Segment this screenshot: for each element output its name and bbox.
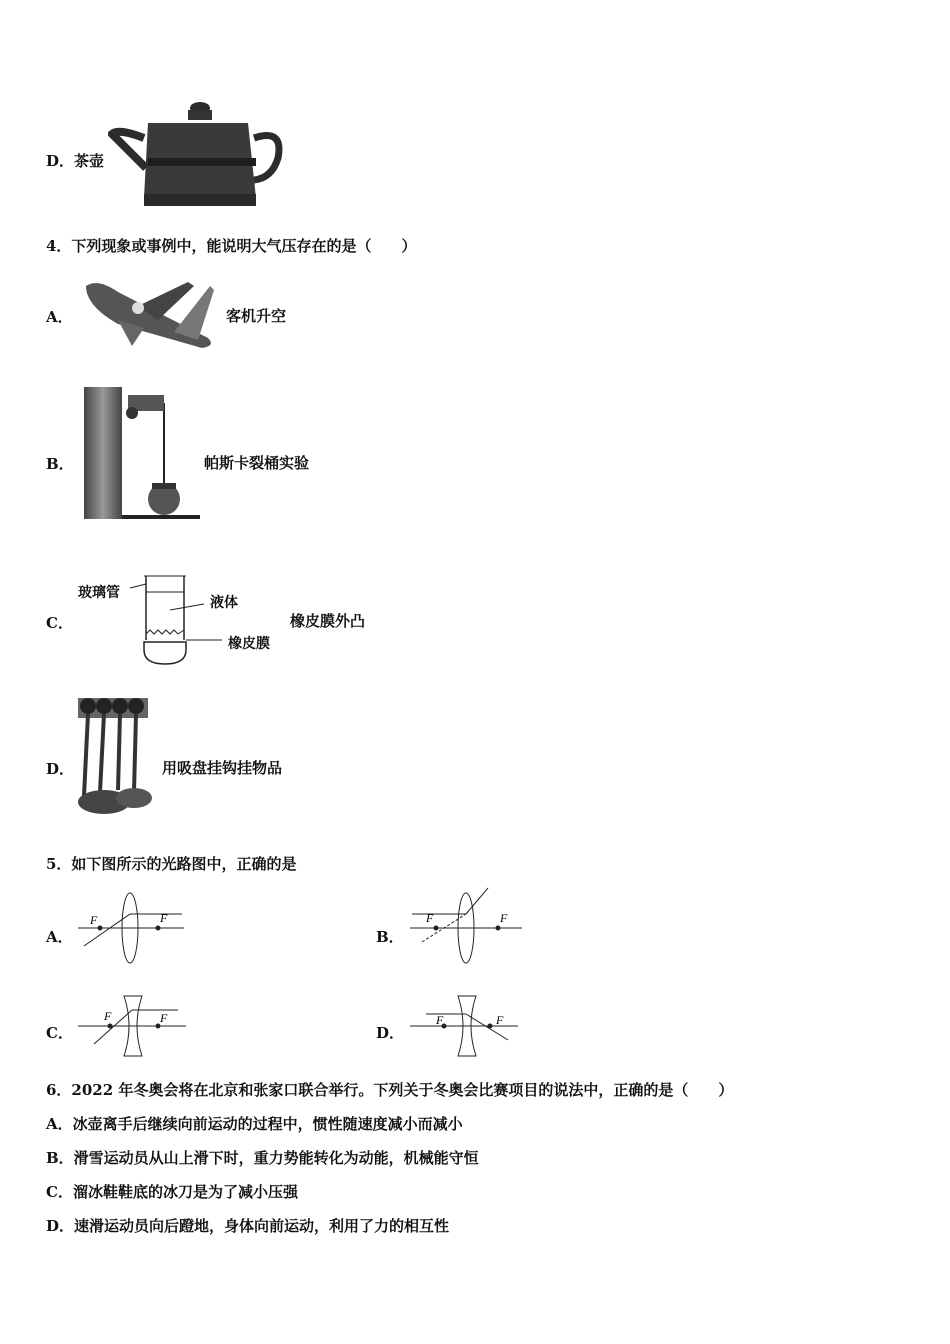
focus-label: F (496, 1013, 504, 1027)
airplane-image (78, 276, 218, 352)
liquid-label: 液体 (210, 595, 238, 611)
option-letter: D． (46, 152, 75, 170)
teapot-image (108, 98, 288, 214)
focus-label: F (160, 1011, 168, 1025)
q4-stem: 4．下列现象或事例中，能说明大气压存在的是（ ） (46, 237, 417, 255)
q5-option-b-letter: B． (376, 928, 404, 946)
q6-stem: 6．2022 年冬奥会将在北京和张家口联合举行。下列关于冬奥会比赛项目的说法中，正确的是（ ） (46, 1081, 734, 1099)
option-text: 茶壶 (74, 152, 105, 170)
tube-leader-lines (112, 580, 222, 650)
focus-label: F (104, 1009, 112, 1023)
q4-option-c-text: 橡皮膜外凸 (290, 612, 366, 630)
q4-option-b-text: 帕斯卡裂桶实验 (204, 454, 310, 472)
q5-diagram-b (408, 884, 524, 966)
focus-label: F (436, 1013, 444, 1027)
membrane-label: 橡皮膜 (228, 636, 270, 652)
q5-diagram-d (408, 992, 520, 1058)
q5-stem: 5．如下图所示的光路图中，正确的是 (46, 855, 297, 873)
q6-option-d: D．速滑运动员向后蹬地，身体向前运动，利用了力的相互性 (46, 1217, 450, 1235)
q6-option-b: B．滑雪运动员从山上滑下时，重力势能转化为动能，机械能守恒 (46, 1149, 479, 1167)
q4-option-a-letter: A． (46, 308, 73, 326)
suction-hooks-image (74, 696, 156, 818)
q5-option-a-letter: A． (46, 928, 73, 946)
q5-option-d-letter: D． (376, 1024, 405, 1042)
q4-option-a-text: 客机升空 (226, 307, 287, 325)
focus-label: F (90, 913, 98, 927)
focus-label: F (500, 911, 508, 925)
focus-label: F (160, 911, 168, 925)
q5-diagram-c (76, 992, 188, 1058)
tube-label: 玻璃管 (78, 585, 120, 601)
q6-option-a: A．冰壶离手后继续向前运动的过程中，惯性随速度减小而减小 (46, 1115, 463, 1133)
q4-option-c-letter: C． (46, 614, 73, 632)
q3-option-d (46, 152, 104, 170)
focus-label: F (426, 911, 434, 925)
q4-option-b-letter: B． (46, 455, 74, 473)
q4-option-d-letter: D． (46, 760, 75, 778)
q4-option-d-text: 用吸盘挂钩挂物品 (162, 759, 283, 777)
q6-option-c: C．溜冰鞋鞋底的冰刀是为了减小压强 (46, 1183, 298, 1201)
q5-option-c-letter: C． (46, 1024, 73, 1042)
pascal-barrel-image (82, 385, 202, 521)
q5-diagram-a (76, 892, 186, 966)
